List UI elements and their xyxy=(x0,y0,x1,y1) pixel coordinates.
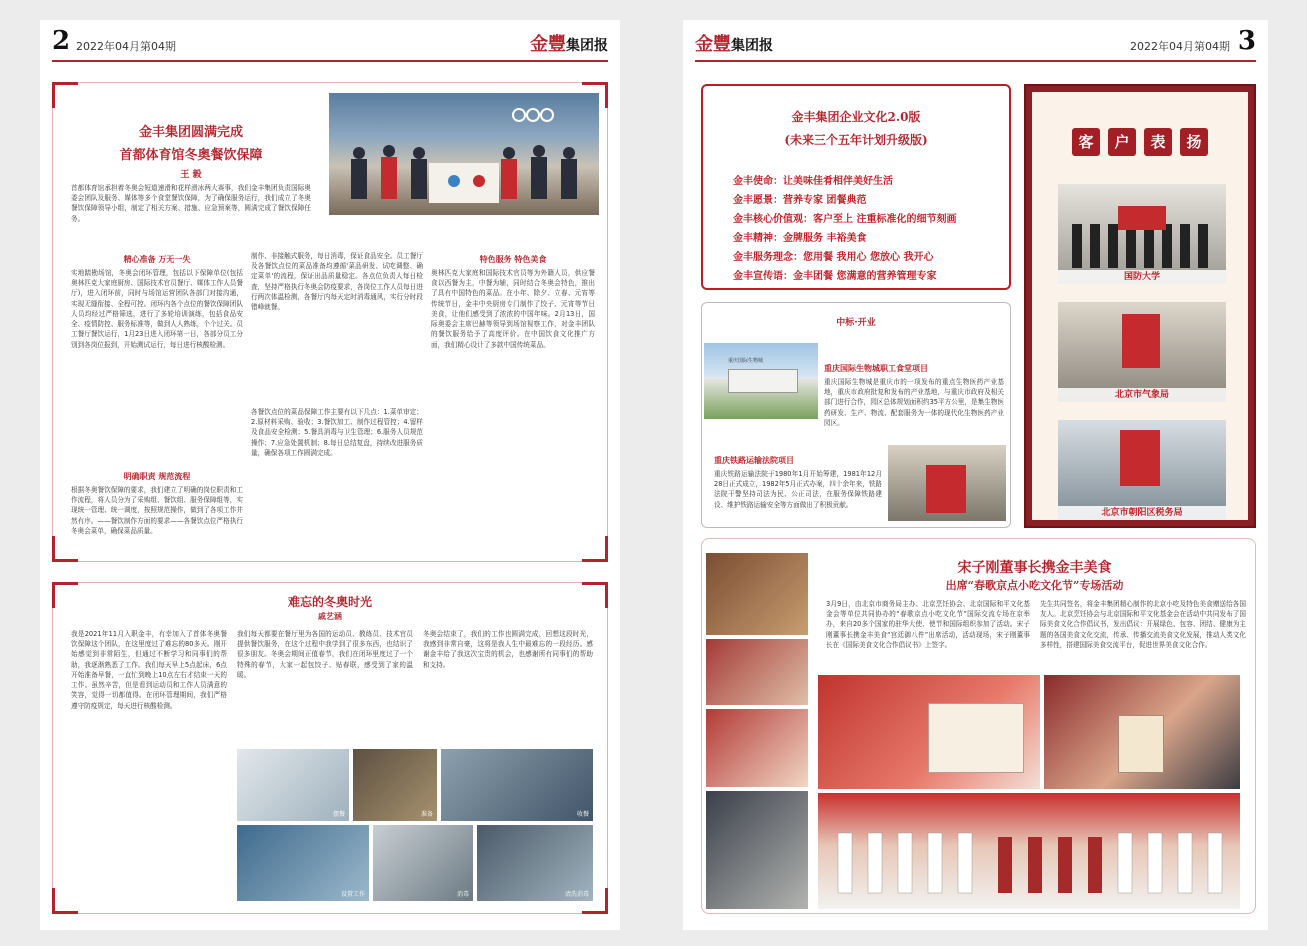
court-photo xyxy=(888,445,1006,521)
team-group-photo xyxy=(329,93,599,215)
bid-box xyxy=(701,302,1011,528)
pennant-icon xyxy=(1122,314,1160,368)
bid-heading: 中标·开业 xyxy=(836,318,876,328)
praise-photo-weather xyxy=(1058,302,1226,402)
column-text: 各餐饮点位的菜品保障工作主要有以下几点：1.菜单审定；2.原材料采购、验收；3.餐饮加工、制作过程管控；4.留样及食品安全检测；5.餐具消毒与卫生管理；6.服务人员规范操作；7.应急处置机制；8.每日总结复盘，持续改进服务质量，确保各项工作圆满完成。 xyxy=(251,408,423,457)
brand-logo: 金豐集团报 xyxy=(530,34,608,55)
article-col-1 xyxy=(71,251,243,555)
memoir-col-3: 冬奥会结束了，我们的工作也圆满完成，回想这段时光，我感到非常自豪，这将是我人生中最难忘的一段经历。感谢金丰给了我这次宝贵的机会，也感谢所有同事们的帮助和支持。 xyxy=(423,630,593,669)
photo-cleanup: 收餐 xyxy=(441,749,593,821)
praise-caption: 国防大学 xyxy=(1058,270,1226,284)
photo-wash: 清洗消毒 xyxy=(477,825,593,901)
festival-photo-3 xyxy=(706,709,808,787)
signing-photo xyxy=(818,675,1040,789)
culture-box xyxy=(701,84,1011,290)
culture-slogan: 金丰宣传语：金丰团餐 您满意的营养管理专家 xyxy=(733,271,937,282)
bid-item-1-title: 重庆国际生物城职工食堂项目 xyxy=(824,364,928,373)
culture-list xyxy=(733,168,956,286)
bid-item-1-body: 重庆国际生物城是重庆市的一项发布的重点生物医药产业基地，重庆市政府批复和发布的产业基地，与重庆市政府及相关部门进行合作，园区总体规划面积约35平方公里，是集生物医药研发、生产、物流、配套服务为一体的现代化生物医药产业园区。 xyxy=(824,378,1004,427)
staff-figures-icon xyxy=(1058,184,1226,284)
culture-values: 金丰核心价值观：客户至上 注重标准化的细节刻画 xyxy=(733,214,957,225)
photo-prep: 准备 xyxy=(353,749,437,821)
photo-setup: 设置工作 xyxy=(237,825,369,901)
team-photo-figures-icon xyxy=(329,93,599,215)
festival-col-2: 先生共同签名，将金丰集团精心制作的北京小吃及特色美食赠送给各国友人。北京烹饪协会与北京国际和平文化基金会在活动中共同发布了国际美食文化合作倡议书，发出倡议：开展绿色、包容、团结、健康为主题的各国美食文化交流，传承、传播交流美食文化发展，推动人类文化多样性，搭建国际美食交流平台，促进世界美食文化合作。 xyxy=(1040,600,1246,649)
article-title-2: 首都体育馆冬奥餐饮保障 xyxy=(119,148,263,163)
chef-figures-icon xyxy=(818,793,1240,909)
page-number: 2 xyxy=(52,26,71,56)
memoir-col-1: 我是2021年11月入职金丰，有幸加入了首体冬奥餐饮保障这个团队，在这里度过了难忘的80多天。刚开始感觉到非常陌生，但通过不断学习和同事们的帮助，我逐渐熟悉了工作。我们每天早上5点起床，6点开始准备早餐，一直忙到晚上10点左右才结束一天的工作。虽然辛苦，但是看到运动员和工作人员满意的笑容，觉得一切都值得。在闭环管理期间，我们严格遵守防疫规定，每天进行核酸检测。 xyxy=(71,630,227,710)
praise-heading: 客 户 表 扬 xyxy=(1032,128,1248,156)
memoir-title: 难忘的冬奥时光 xyxy=(287,595,372,609)
building-sign: 重庆国际生物城 xyxy=(728,358,764,364)
issue-date: 2022年04月第04期 xyxy=(76,40,176,53)
banner-icon xyxy=(926,465,966,513)
culture-mission: 金丰使命：让美味佳肴相伴美好生活 xyxy=(733,176,893,187)
festival-group-photo xyxy=(818,793,1240,909)
section-body: 实地踏勘场馆，冬奥会闭环管理，包括以下保障单位(包括奥林匹克大家庭厨房、国际技术官员餐厅、媒体工作人员餐厅)，进入闭环前，同时与场馆运营团队各部门对接沟通，实现无缝衔接、全程可控。闭环内各个点位的餐饮保障团队人员均经过严格筛选，进行了多轮培训演练，包括食品安全、疫情防控、服务标准等，做到人人熟练，个个过关。员工餐厅餐饮运行，1月23日进入闭环第一日，各部分员工分别到各岗位报到，开始测试运行，每日进行核酸检测。 xyxy=(71,269,243,349)
section-body: 奥林匹克大家庭和国际技术官员等为外籍人员，供应餐食以西餐为主，中餐为辅，同时结合冬奥会特色，推出了具有中国特色的菜品。在小年、除夕、立春、元宵等传统节日，金丰中央厨房专门制作了饺子、元宵等节日美食，让他们感受到了浓浓的中国年味。2月13日，国际奥委会主席巴赫等领导到场馆视察工作，对金丰团队的餐饮服务给予了高度评价。在中国饮食文化推广方面，我们精心设计了多款中国传统菜品。 xyxy=(431,269,595,349)
article-title-1: 金丰集团圆满完成 xyxy=(138,125,243,140)
photo-disinfect: 消毒 xyxy=(373,825,473,901)
praise-caption: 北京市气象局 xyxy=(1058,388,1226,402)
signing-board-icon xyxy=(928,703,1024,773)
section-heading: 精心准备 万无一失 xyxy=(123,255,191,264)
praise-photo-tax xyxy=(1058,420,1226,520)
festival-col-1: 3月9日，由北京市商务局主办、北京烹饪协会、北京国际和平文化基金会等单位共同协办的“春歌京点小吃文化节”国际交流专场在京举办，来自20多个国家的驻华大使、使节和国际组织参加了活动。宋子刚董事长携金丰美食“宫廷御八件”出席活动，活动现场，宋子刚董事长在《国际美食文化合作倡议书》上签字。 xyxy=(826,600,1030,649)
left-masthead xyxy=(52,26,608,62)
article-col-3 xyxy=(431,251,595,558)
memoir-author: 戚艺涵 xyxy=(318,611,342,621)
left-page xyxy=(40,20,620,930)
issue-date: 2022年04月第04期 xyxy=(1130,40,1230,53)
bio-city-photo xyxy=(704,343,818,419)
festival-title: 宋子刚董事长携金丰美食 xyxy=(957,560,1112,576)
column-text: 制作、非接触式服务，每日消毒，保证食品安全。员工餐厅及各餐饮点位的菜品准备均遵循'菜品研发、试吃调整、确定菜单'的流程，保证出品质量稳定。各点位负责人每日检查，坚持严格执行冬奥会防疫要求，各岗位工作人员每日进行两次体温检测，各餐厅内每天定时消毒通风，实行分时段错峰就餐。 xyxy=(251,252,423,312)
section-heading: 明确职责 规范流程 xyxy=(123,472,191,481)
culture-subtitle: (未来三个五年计划升级版) xyxy=(784,133,928,147)
article-author: 王 毅 xyxy=(180,170,202,180)
right-page xyxy=(683,20,1268,930)
right-masthead xyxy=(695,26,1256,62)
festival-subtitle: 出席“春歌京点小吃文化节”专场活动 xyxy=(945,579,1124,592)
brand-logo: 金豐集团报 xyxy=(695,34,773,55)
festival-photo-1 xyxy=(706,553,808,635)
section-body: 根据冬奥餐饮保障的要求，我们建立了明确的岗位职责和工作流程，将人员分为了采购组、餐饮组、服务保障组等，实现统一管理、统一调度，按照规范操作，做到了各项工作井然有序。——餐饮制作方面的要求——各餐饮点位严格执行冬奥会菜单，确保菜品质量。 xyxy=(71,486,243,535)
praise-caption: 北京市朝阳区税务局 xyxy=(1058,506,1226,520)
article-intro: 首都体育馆承担着冬奥会短道速滑和花样滑冰两大赛事，我们金丰集团负责国际奥委会团队及服务、媒体等多个食堂餐饮保障，为了确保服务运行，我们成立了冬奥餐饮保障领导小组，制定了相关方案、措施、应急预案等，圆满完成了餐饮保障任务。 xyxy=(71,184,311,223)
festival-photo-4 xyxy=(706,791,808,909)
pennant-icon xyxy=(1120,430,1160,486)
photo-serving: 摆餐 xyxy=(237,749,349,821)
culture-title: 金丰集团企业文化2.0版 xyxy=(791,110,921,124)
festival-article xyxy=(701,538,1256,914)
certificate-icon xyxy=(1118,715,1164,773)
culture-service: 金丰服务理念：您用餐 我用心 您放心 我开心 xyxy=(733,252,934,263)
page-number: 3 xyxy=(1237,26,1256,56)
bid-item-2-body: 重庆铁路运输法院于1980年1月开始筹建，1981年12月28日正式成立，1982年5月正式办案，四十余年来，铁路法院干警坚持司法为民、公正司法，在服务保障铁路建设、维护铁路运输安全等方面做出了积极贡献。 xyxy=(714,470,882,509)
customer-praise-panel xyxy=(1024,84,1256,528)
building-icon xyxy=(728,369,798,393)
festival-photo-2 xyxy=(706,639,808,705)
memoir-col-2: 我们每天都要在餐厅里为各国的运动员、教练员、技术官员提供餐饮服务，在这个过程中我学到了很多东西，也结识了很多朋友。冬奥会期间正值春节，我们在闭环里度过了一个特殊的春节，大家一起包饺子、贴春联，感受到了家的温暖。 xyxy=(237,630,413,679)
article-col-2 xyxy=(251,251,423,557)
gift-photo xyxy=(1044,675,1240,789)
culture-spirit: 金丰精神：金牌服务 丰裕美食 xyxy=(733,233,867,244)
memoir-article xyxy=(52,582,608,914)
culture-vision: 金丰愿景：营养专家 团餐典范 xyxy=(733,195,867,206)
section-heading: 特色服务 特色美食 xyxy=(479,255,547,264)
bid-item-2-title: 重庆铁路运输法院项目 xyxy=(714,456,794,465)
praise-photo-ndu xyxy=(1058,184,1226,284)
article-header xyxy=(71,121,311,180)
olympics-article xyxy=(52,82,608,562)
